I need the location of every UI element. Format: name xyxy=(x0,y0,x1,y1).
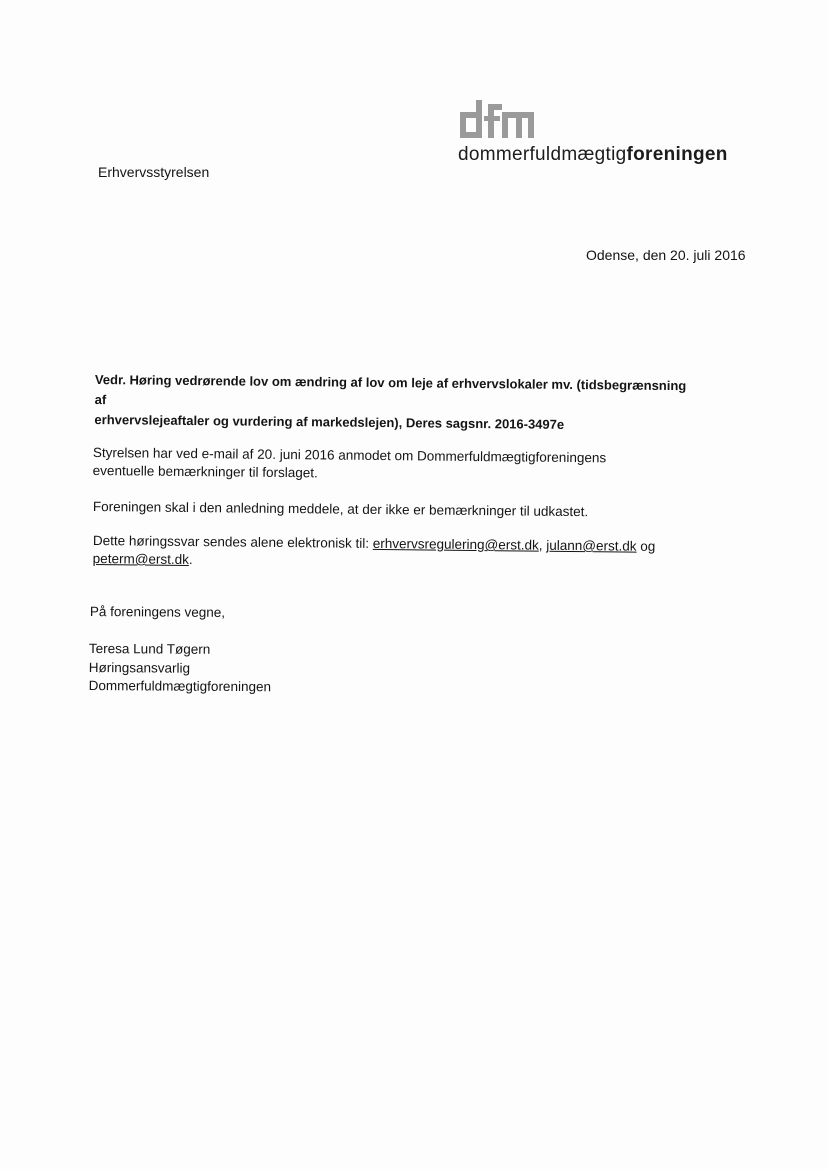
subject-line-1: Vedr. Høring vedrørende lov om ændring af lov om leje af erhvervslokaler mv. (tidsbegrænsning af xyxy=(94,371,687,408)
separator: , xyxy=(538,537,547,553)
body-paragraph-1 xyxy=(93,444,693,486)
signatory-organization: Dommerfuldmægtigforeningen xyxy=(88,677,272,695)
email-link-erhvervsregulering[interactable]: erhvervsregulering@erst.dk xyxy=(372,535,539,553)
signature-block xyxy=(89,640,272,697)
letter-date: Odense, den 20. juli 2016 xyxy=(586,247,746,263)
recipient: Erhvervsstyrelsen xyxy=(98,164,210,180)
period: . xyxy=(188,552,193,568)
logo-word-bold: foreningen xyxy=(626,144,728,165)
dfm-logo-mark-icon xyxy=(460,98,536,144)
signatory-name: Teresa Lund Tøgern xyxy=(88,641,211,657)
body-paragraph-2: Foreningen skal i den anledning meddele, at der ikke er bemærkninger til udkastet. xyxy=(92,498,589,520)
body-paragraph-1-line-2: eventuelle bemærkninger til forslaget. xyxy=(92,462,318,481)
closing-line: På foreningens vegne, xyxy=(89,604,226,620)
email-link-julann[interactable]: julann@erst.dk xyxy=(546,537,637,554)
email-link-peterm[interactable]: peterm@erst.dk xyxy=(92,550,190,568)
association-logo xyxy=(458,98,748,170)
signatory-role: Høringsansvarlig xyxy=(88,659,191,676)
recipients-intro: Dette høringssvar sendes alene elektronisk til: xyxy=(92,532,373,551)
conjunction: og xyxy=(636,538,656,554)
logo-wordmark xyxy=(458,144,728,166)
body-paragraph-1-line-1: Styrelsen har ved e-mail af 20. juni 2016 anmodet om Dommerfuldmægtigforeningens xyxy=(92,444,607,466)
subject-line-2: erhvervslejeaftaler og vurdering af markedslejen), Deres sagsnr. 2016-3497e xyxy=(94,411,565,432)
body-paragraph-3 xyxy=(93,532,693,574)
logo-word-regular: dommerfuldmægtig xyxy=(458,144,627,165)
subject-line xyxy=(94,370,695,436)
